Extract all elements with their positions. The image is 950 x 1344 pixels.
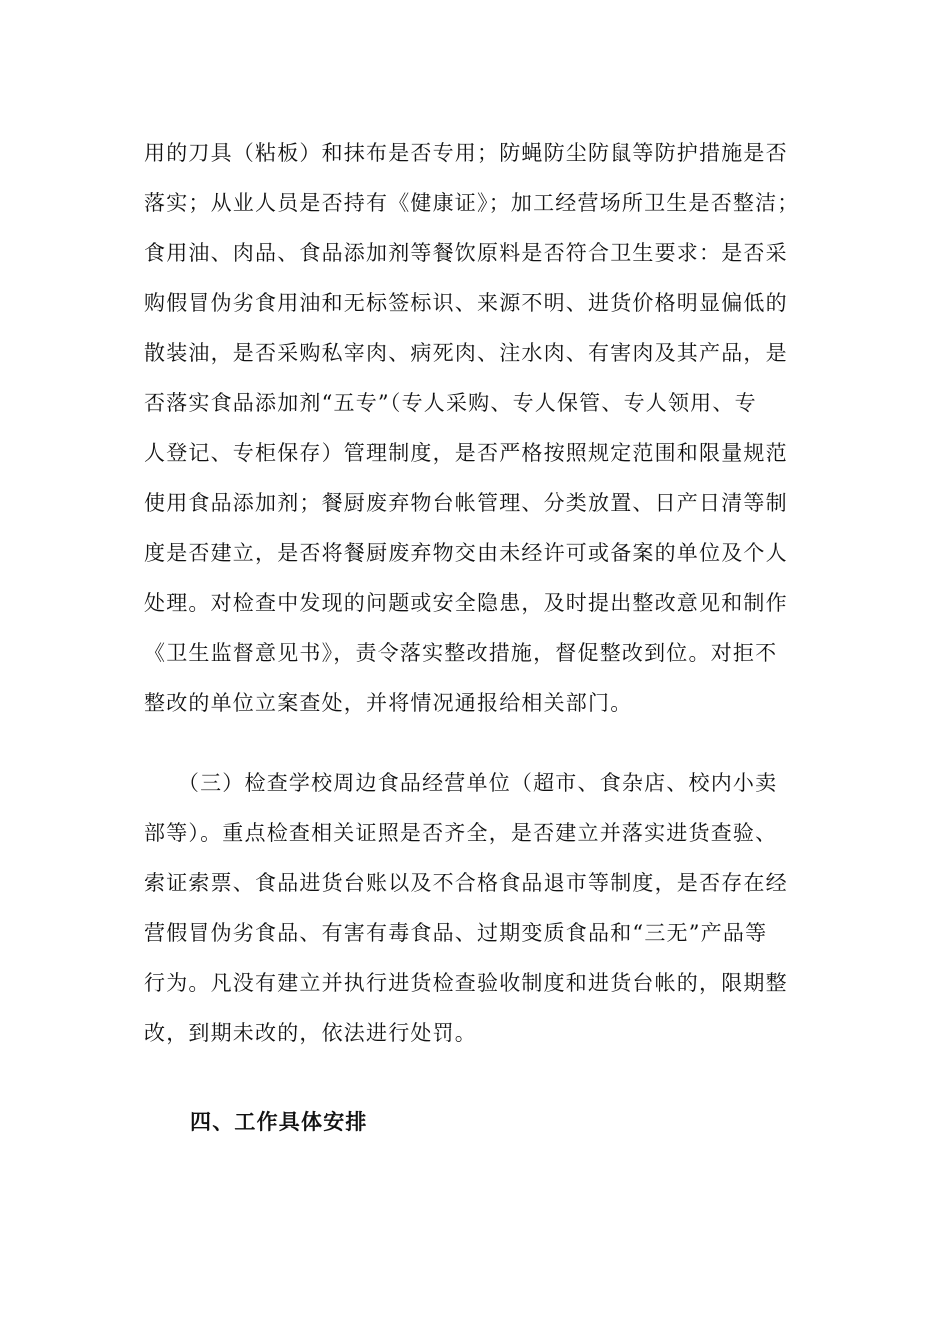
paragraph-line: 《卫生监督意见书》，责令落实整改措施，督促整改到位。对拒不 (144, 641, 778, 665)
paragraph-line: 度是否建立，是否将餐厨废弃物交由未经许可或备案的单位及个人 (144, 541, 788, 565)
paragraph-line: 食用油、肉品、食品添加剂等餐饮原料是否符合卫生要求：是否采 (144, 241, 788, 265)
paragraph-line: 行为。凡没有建立并执行进货检查验收制度和进货台帐的，限期整 (144, 971, 788, 995)
paragraph-line: 索证索票、食品进货台账以及不合格食品退市等制度，是否存在经 (144, 871, 788, 895)
paragraph-line: 散装油，是否采购私宰肉、病死肉、注水肉、有害肉及其产品，是 (144, 341, 788, 365)
paragraph-line: （三）检查学校周边食品经营单位（超市、食杂店、校内小卖 (144, 771, 778, 795)
paragraph-section-three (144, 758, 814, 1058)
paragraph-line: 购假冒伪劣食用油和无标签标识、来源不明、进货价格明显偏低的 (144, 291, 788, 315)
paragraph-line: 落实；从业人员是否持有《健康证》；加工经营场所卫生是否整洁； (144, 191, 800, 215)
paragraph-line: 处理。对检查中发现的问题或安全隐患，及时提出整改意见和制作 (144, 591, 788, 615)
paragraph-line: 用的刀具（粘板）和抹布是否专用；防蝇防尘防鼠等防护措施是否 (144, 141, 788, 165)
paragraph-line: 使用食品添加剂；餐厨废弃物台帐管理、分类放置、日产日清等制 (144, 491, 788, 515)
paragraph-line: 部等）。重点检查相关证照是否齐全，是否建立并落实进货查验、 (144, 821, 778, 845)
paragraph-line: 人登记、专柜保存）管理制度，是否严格按照规定范围和限量规范 (144, 441, 788, 465)
paragraph-line: 营假冒伪劣食品、有害有毒食品、过期变质食品和“三无”产品等 (144, 921, 768, 945)
paragraph-line: 整改的单位立案查处，并将情况通报给相关部门。 (144, 691, 633, 715)
section-heading: 四、工作具体安排 (190, 1109, 368, 1134)
paragraph-inspection-requirements (144, 128, 814, 728)
paragraph-line: 否落实食品添加剂“五专”（专人采购、专人保管、专人领用、专 (144, 391, 757, 415)
paragraph-line: 改，到期未改的，依法进行处罚。 (144, 1021, 477, 1045)
